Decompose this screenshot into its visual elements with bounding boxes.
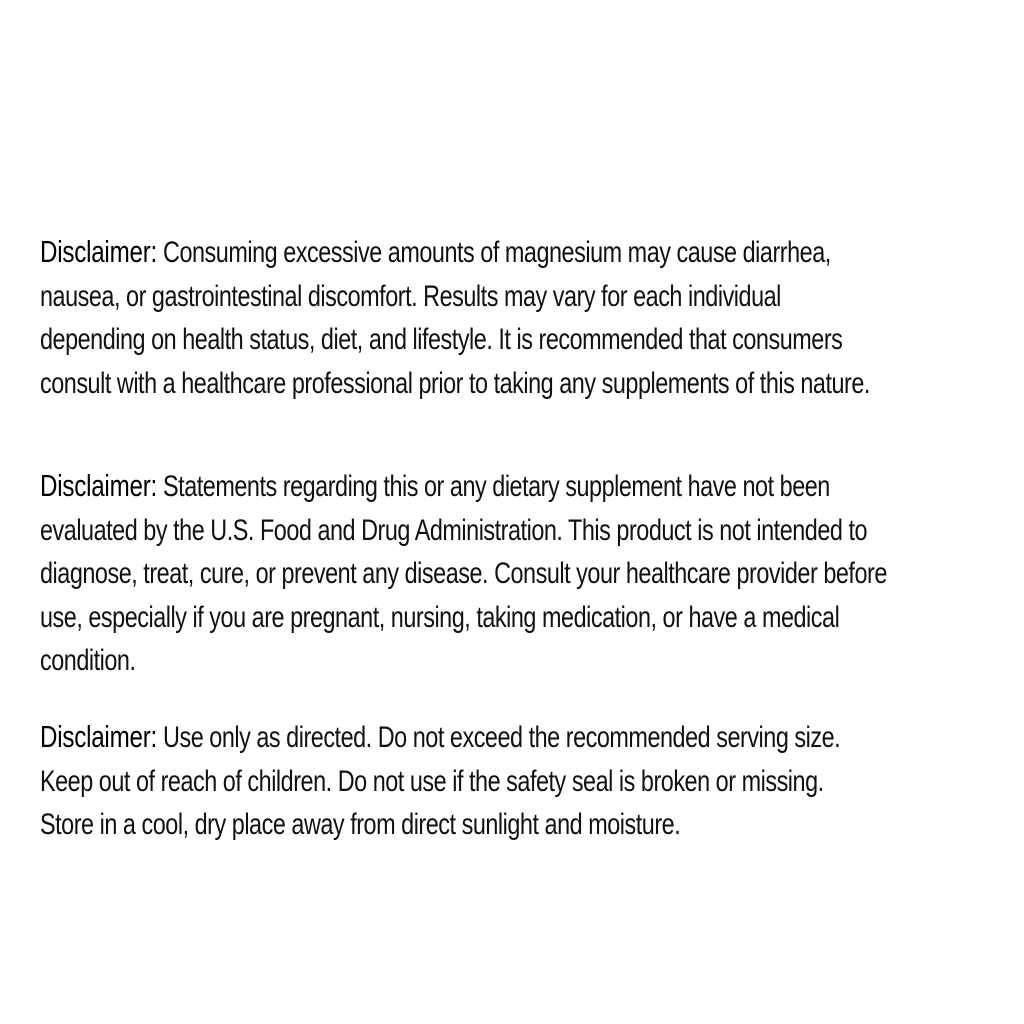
disclaimer-line: depending on health status, diet, and lifestyle. It is recommended that consumers <box>40 323 843 356</box>
disclaimer-block-side-effects <box>40 230 870 405</box>
disclaimer-line: consult with a healthcare professional prior to taking any supplements of this nature. <box>40 366 870 400</box>
disclaimer-line: Store in a cool, dry place away from direct sunlight and moisture. <box>40 808 681 841</box>
disclaimer-label: Disclaimer: <box>40 468 157 503</box>
disclaimer-text: Statements regarding this or any dietary supplement have not been <box>157 470 830 503</box>
disclaimer-line <box>40 464 887 509</box>
disclaimer-text: Use only as directed. Do not exceed the recommended serving size. <box>157 721 841 754</box>
disclaimer-line: nausea, or gastrointestinal discomfort. Results may vary for each individual <box>40 279 781 313</box>
disclaimer-text: Consuming excessive amounts of magnesium may cause diarrhea, <box>157 236 831 269</box>
disclaimer-block-fda <box>40 464 887 683</box>
disclaimer-line <box>40 715 840 760</box>
disclaimer-label: Disclaimer: <box>40 234 157 269</box>
disclaimer-line: evaluated by the U.S. Food and Drug Administration. This product is not intended to <box>40 513 868 547</box>
disclaimer-line: diagnose, treat, cure, or prevent any disease. Consult your healthcare provider before <box>40 557 887 590</box>
disclaimer-line: use, especially if you are pregnant, nursing, taking medication, or have a medical <box>40 600 840 634</box>
disclaimer-block-usage <box>40 715 840 847</box>
disclaimer-label: Disclaimer: <box>40 719 157 754</box>
disclaimer-line: condition. <box>40 644 136 677</box>
disclaimer-line: Keep out of reach of children. Do not use if the safety seal is broken or missing. <box>40 764 824 798</box>
disclaimer-line <box>40 230 870 275</box>
